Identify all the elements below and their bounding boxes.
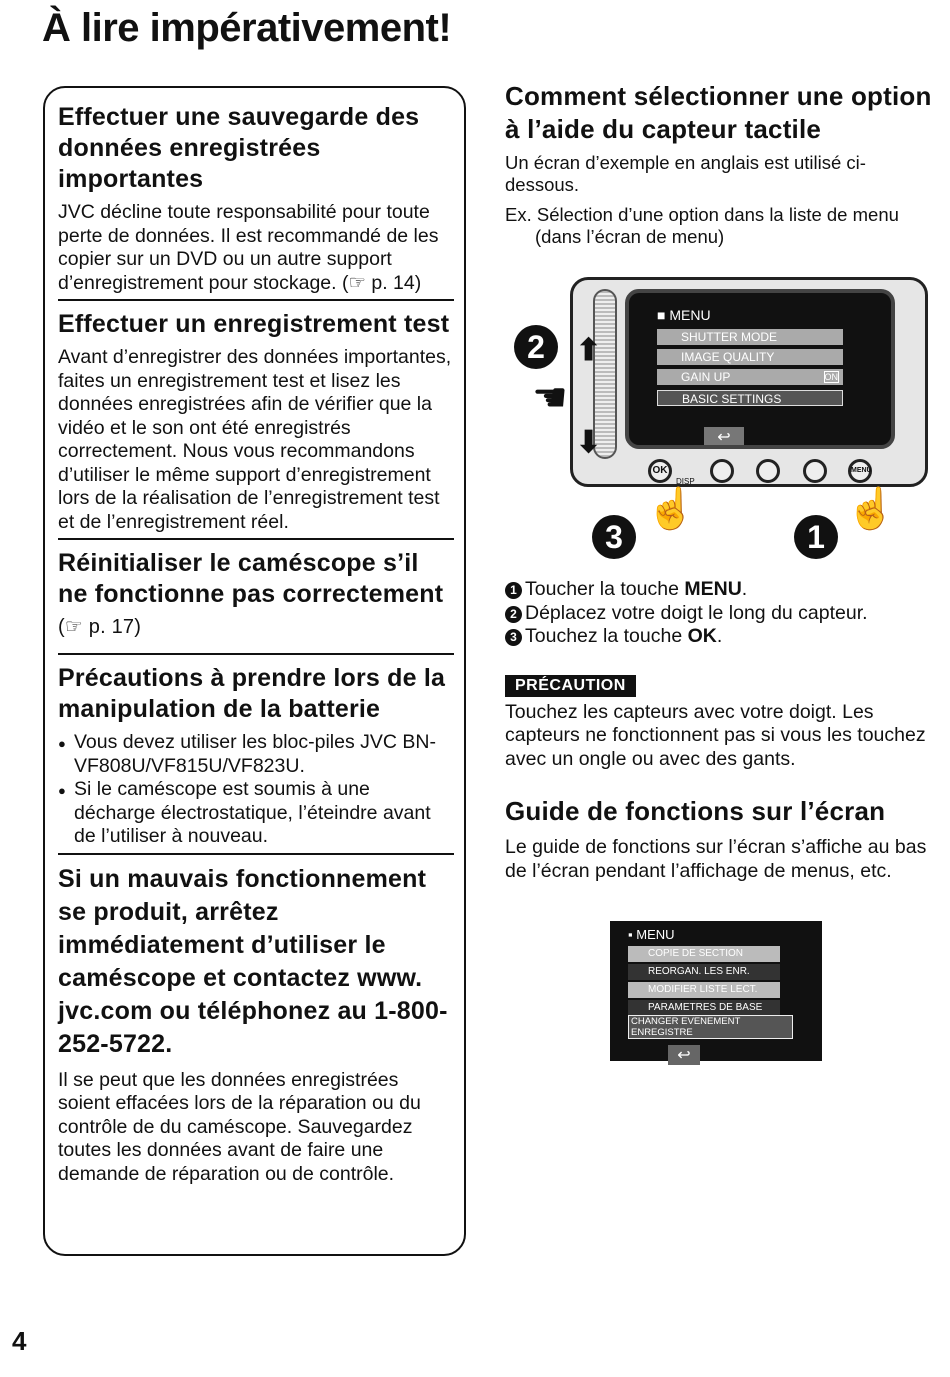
disp-label: DISP: [676, 477, 695, 486]
text: Un écran d’exemple en anglais est utilisé ci-dessous.: [505, 152, 866, 195]
page-number: 4: [12, 1326, 27, 1356]
page-title: À lire impérativement!: [42, 6, 452, 50]
menu-item-selected: BASIC SETTINGS: [657, 390, 843, 406]
example-text: Ex. Sélection d’une option dans la liste de menu (dans l’écran de menu): [505, 204, 899, 247]
function-button: [803, 459, 827, 483]
menu-item: REORGAN. LES ENR.: [628, 964, 780, 980]
finger-icon: ☚: [532, 376, 568, 420]
function-guide-bar: CHANGER EVENEMENT ENREGISTRE: [628, 1015, 793, 1039]
menu-item: PARAMETRES DE BASE: [628, 1000, 780, 1016]
finger-icon: ☝: [846, 487, 896, 531]
caution-text: Touchez les capteurs avec votre doigt. Les capteurs ne fonctionnent pas si vous les touchez avec un ongle ou avec des gants.: [505, 700, 926, 770]
camera-illustration: [510, 275, 930, 565]
heading: Précautions à prendre lors de la manipulation de la batterie: [58, 664, 446, 723]
section-malfunction: [58, 863, 454, 1191]
ok-button: OK: [648, 459, 672, 483]
finger-icon: ☝: [646, 487, 696, 531]
heading: Si un mauvais fonctionnement se produit, arrêtez immédiatement d’utiliser le caméscope et contactez www. jvc.com ou téléphonez au 1-800-252-5722.: [58, 864, 448, 1058]
arrow-up-icon: ⬆: [576, 334, 602, 367]
menu-item: MODIFIER LISTE LECT.: [628, 982, 780, 998]
step-1: 1 Toucher la touche MENU.: [505, 578, 935, 602]
list-item: ● Vous devez utiliser les bloc-piles JVC BN-VF808U/VF815U/VF823U.: [58, 731, 454, 778]
section-test-recording: [58, 309, 454, 540]
function-button: [756, 459, 780, 483]
section-battery: [58, 663, 454, 855]
function-button: [710, 459, 734, 483]
heading-touch-sensor: Comment sélectionner une option à l’aide du capteur tactile: [505, 81, 932, 144]
text: JVC décline toute responsabilité pour toute perte de données. Il est recommandé de les copier sur un DVD ou un autre support d’enregistrement pour stockage. (☞ p. 14): [58, 201, 439, 294]
menu-screenshot: [610, 921, 822, 1064]
step-2: 2 Déplacez votre doigt le long du capteur.: [505, 602, 935, 626]
important-notes-box: [43, 86, 466, 1256]
page-ref: (☞ p. 17): [58, 616, 142, 638]
menu-item: GAIN UP ON: [657, 369, 843, 385]
text: Avant d’enregistrer des données importantes, faites un enregistrement test et lisez les données enregistrées afin de vérifier que la vidéo et le son ont été enregistrés correctement. Nous vous recommandons d’utiliser le même support d’enregistrement lors de la réalisation de l’enregistrement test et de l’enregistrement réel.: [58, 346, 452, 533]
arrow-down-icon: ⬇: [576, 426, 602, 459]
lcd-screen: [625, 289, 895, 449]
menu-title: ▪ MENU: [628, 927, 675, 942]
text: Le guide de fonctions sur l’écran s’affiche au bas de l’écran pendant l’affichage de menus, etc.: [505, 836, 927, 882]
back-icon: ↩: [668, 1045, 700, 1065]
heading: Réinitialiser le caméscope s’il ne fonctionne pas correctement: [58, 549, 444, 608]
step-2-marker: 2: [514, 325, 558, 369]
menu-item: COPIE DE SECTION: [628, 946, 780, 962]
menu-item: SHUTTER MODE: [657, 329, 843, 345]
section-reset: [58, 548, 454, 655]
menu-item: IMAGE QUALITY: [657, 349, 843, 365]
caution-badge: PRÉCAUTION: [505, 675, 636, 697]
back-icon: ↩: [704, 427, 744, 449]
right-column: [505, 80, 935, 248]
list-item: ● Si le caméscope est soumis à une décharge électrostatique, l’éteindre avant de l’utiliser à nouveau.: [58, 778, 454, 849]
text: Il se peut que les données enregistrées soient effacées lors de la réparation ou du contrôle de du caméscope. Sauvegardez toutes les données avant de faire une demande de réparation ou de contrôle.: [58, 1068, 421, 1185]
step-3-marker: 3: [592, 515, 636, 559]
menu-title: ■ MENU: [657, 307, 711, 323]
section-backup: [58, 102, 454, 301]
step-1-marker: 1: [794, 515, 838, 559]
steps-list: [505, 578, 935, 883]
heading: Effectuer une sauvegarde des données enregistrées importantes: [58, 103, 420, 193]
step-3: 3 Touchez la touche OK.: [505, 625, 935, 649]
heading: Effectuer un enregistrement test: [58, 310, 450, 338]
heading-function-guide: Guide de fonctions sur l’écran: [505, 796, 886, 826]
menu-button: MENU: [848, 459, 872, 483]
